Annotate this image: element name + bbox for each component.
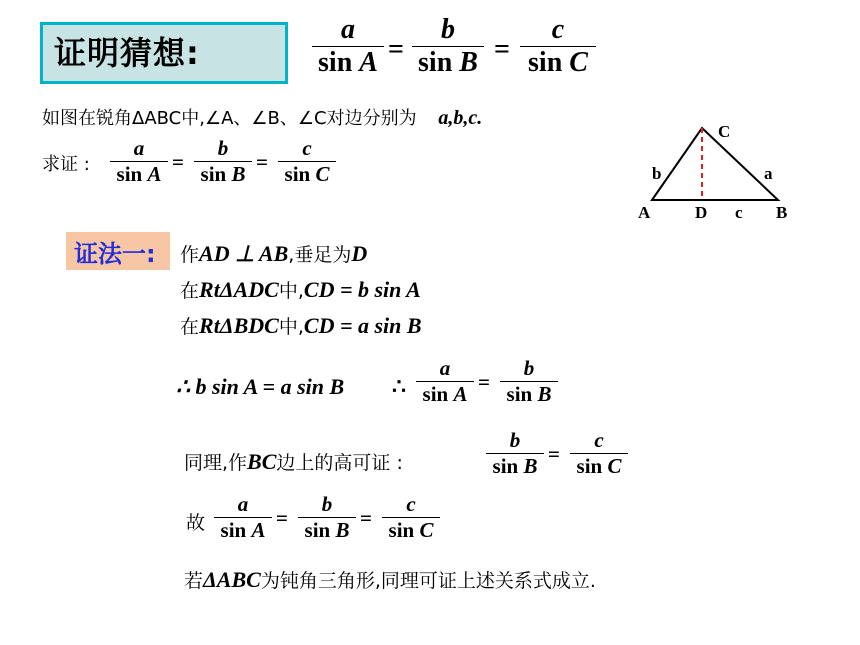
therefore-symbol: ∴ bbox=[392, 374, 406, 399]
proof-line-4-left: ∴ b sin A = a sin B bbox=[176, 374, 345, 399]
prove-frac-b: b sin B bbox=[194, 136, 252, 187]
proof-label: 证法一: bbox=[74, 240, 156, 268]
equals-sign: = bbox=[172, 150, 184, 174]
line6-frac-b: b sin B bbox=[298, 492, 356, 543]
line5-frac-b: b sin B bbox=[486, 428, 544, 479]
prove-frac-c: c sin C bbox=[278, 136, 336, 187]
problem-statement: 如图在锐角ΔABC中,∠A、∠B、∠C对边分别为 a,b,c. bbox=[42, 107, 483, 129]
prove-frac-a: a sin A bbox=[110, 136, 168, 187]
vertex-c-label: C bbox=[718, 122, 731, 141]
side-c-label: c bbox=[735, 203, 743, 222]
proof-line-6-label: 故 bbox=[186, 512, 206, 534]
big-frac-b: b sin B bbox=[412, 14, 484, 79]
equals-sign: = bbox=[478, 370, 490, 394]
equals-sign: = bbox=[256, 150, 268, 174]
side-b-label: b bbox=[652, 164, 662, 183]
equals-sign: = bbox=[494, 34, 510, 65]
line4-frac-a: a sin A bbox=[416, 356, 474, 407]
equals-sign: = bbox=[276, 506, 288, 530]
prove-label: 求证 : bbox=[42, 154, 90, 175]
proof-line-7: 若ΔABC为钝角三角形,同理可证上述关系式成立. bbox=[184, 567, 596, 592]
page-title: 证明猜想: bbox=[54, 34, 200, 72]
proof-line-1: 作AD ⊥ AB,垂足为D bbox=[180, 241, 368, 266]
equals-sign: = bbox=[548, 442, 560, 466]
vertex-b-label: B bbox=[776, 203, 788, 222]
proof-line-2: 在RtΔADC中,CD = b sin A bbox=[180, 277, 421, 302]
proof-line-5: 同理,作BC边上的高可证 : bbox=[184, 449, 403, 474]
line5-frac-c: c sin C bbox=[570, 428, 628, 479]
equals-sign: = bbox=[360, 506, 372, 530]
side-a-label: a bbox=[764, 164, 773, 183]
line6-frac-c: c sin C bbox=[382, 492, 440, 543]
proof-line-3: 在RtΔBDC中,CD = a sin B bbox=[180, 313, 422, 338]
big-frac-c: c sin C bbox=[520, 14, 596, 79]
vertex-d-label: D bbox=[695, 203, 708, 222]
equals-sign: = bbox=[388, 34, 404, 65]
big-frac-a: a sin A bbox=[312, 14, 384, 79]
line6-frac-a: a sin A bbox=[214, 492, 272, 543]
line4-frac-b: b sin B bbox=[500, 356, 558, 407]
vertex-a-label: A bbox=[638, 203, 651, 222]
triangle-abc bbox=[652, 128, 778, 200]
